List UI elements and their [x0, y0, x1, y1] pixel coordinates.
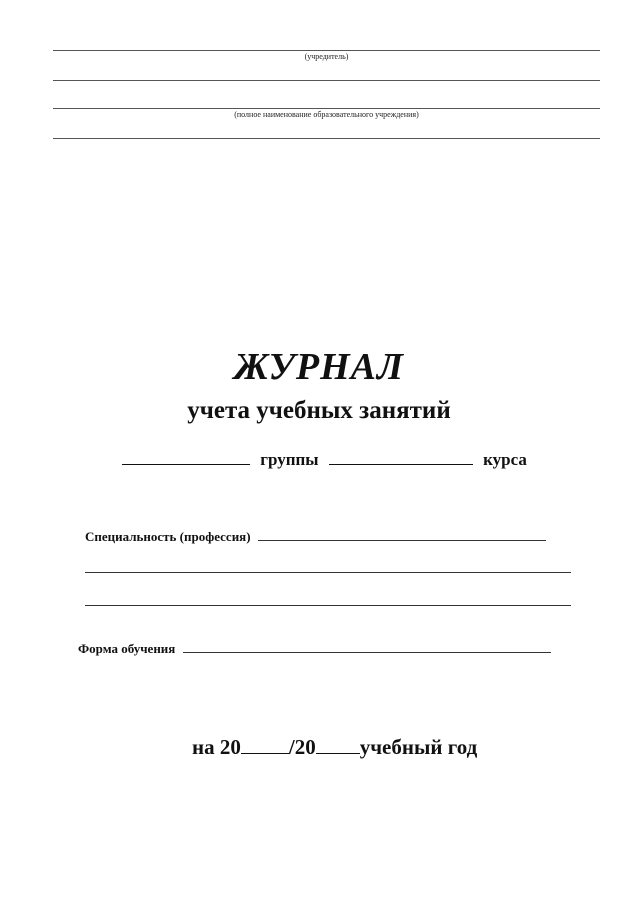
- study-form-label: Форма обучения: [78, 641, 176, 656]
- study-form-field[interactable]: [183, 640, 551, 653]
- group-course-line: [122, 446, 527, 472]
- year-end-blank[interactable]: [316, 735, 360, 754]
- blank-line-2: [53, 138, 600, 139]
- institution-caption: (полное наименование образовательного учреждения): [234, 110, 419, 119]
- journal-subtitle: учета учебных занятий: [187, 397, 451, 424]
- institution-line: [53, 108, 600, 109]
- year-start-blank[interactable]: [241, 735, 289, 754]
- specialty-label: Специальность (профессия): [85, 529, 251, 544]
- founder-caption: (учредитель): [304, 52, 349, 61]
- study-form-row: [78, 640, 551, 658]
- year-middle: /20: [288, 735, 316, 759]
- founder-line: [53, 50, 600, 51]
- year-prefix: на 20: [192, 735, 241, 759]
- year-suffix: учебный год: [359, 735, 478, 759]
- journal-title: ЖУРНАЛ: [233, 346, 405, 388]
- blank-line-1: [53, 80, 600, 81]
- course-word: курса: [483, 450, 527, 469]
- specialty-row: [85, 528, 546, 546]
- group-number-blank[interactable]: [122, 446, 250, 465]
- specialty-field[interactable]: [258, 528, 546, 541]
- academic-year-line: [192, 733, 477, 761]
- specialty-continuation-line-2[interactable]: [85, 605, 571, 606]
- course-number-blank[interactable]: [329, 446, 473, 465]
- specialty-continuation-line-1[interactable]: [85, 572, 571, 573]
- group-word: группы: [260, 450, 319, 469]
